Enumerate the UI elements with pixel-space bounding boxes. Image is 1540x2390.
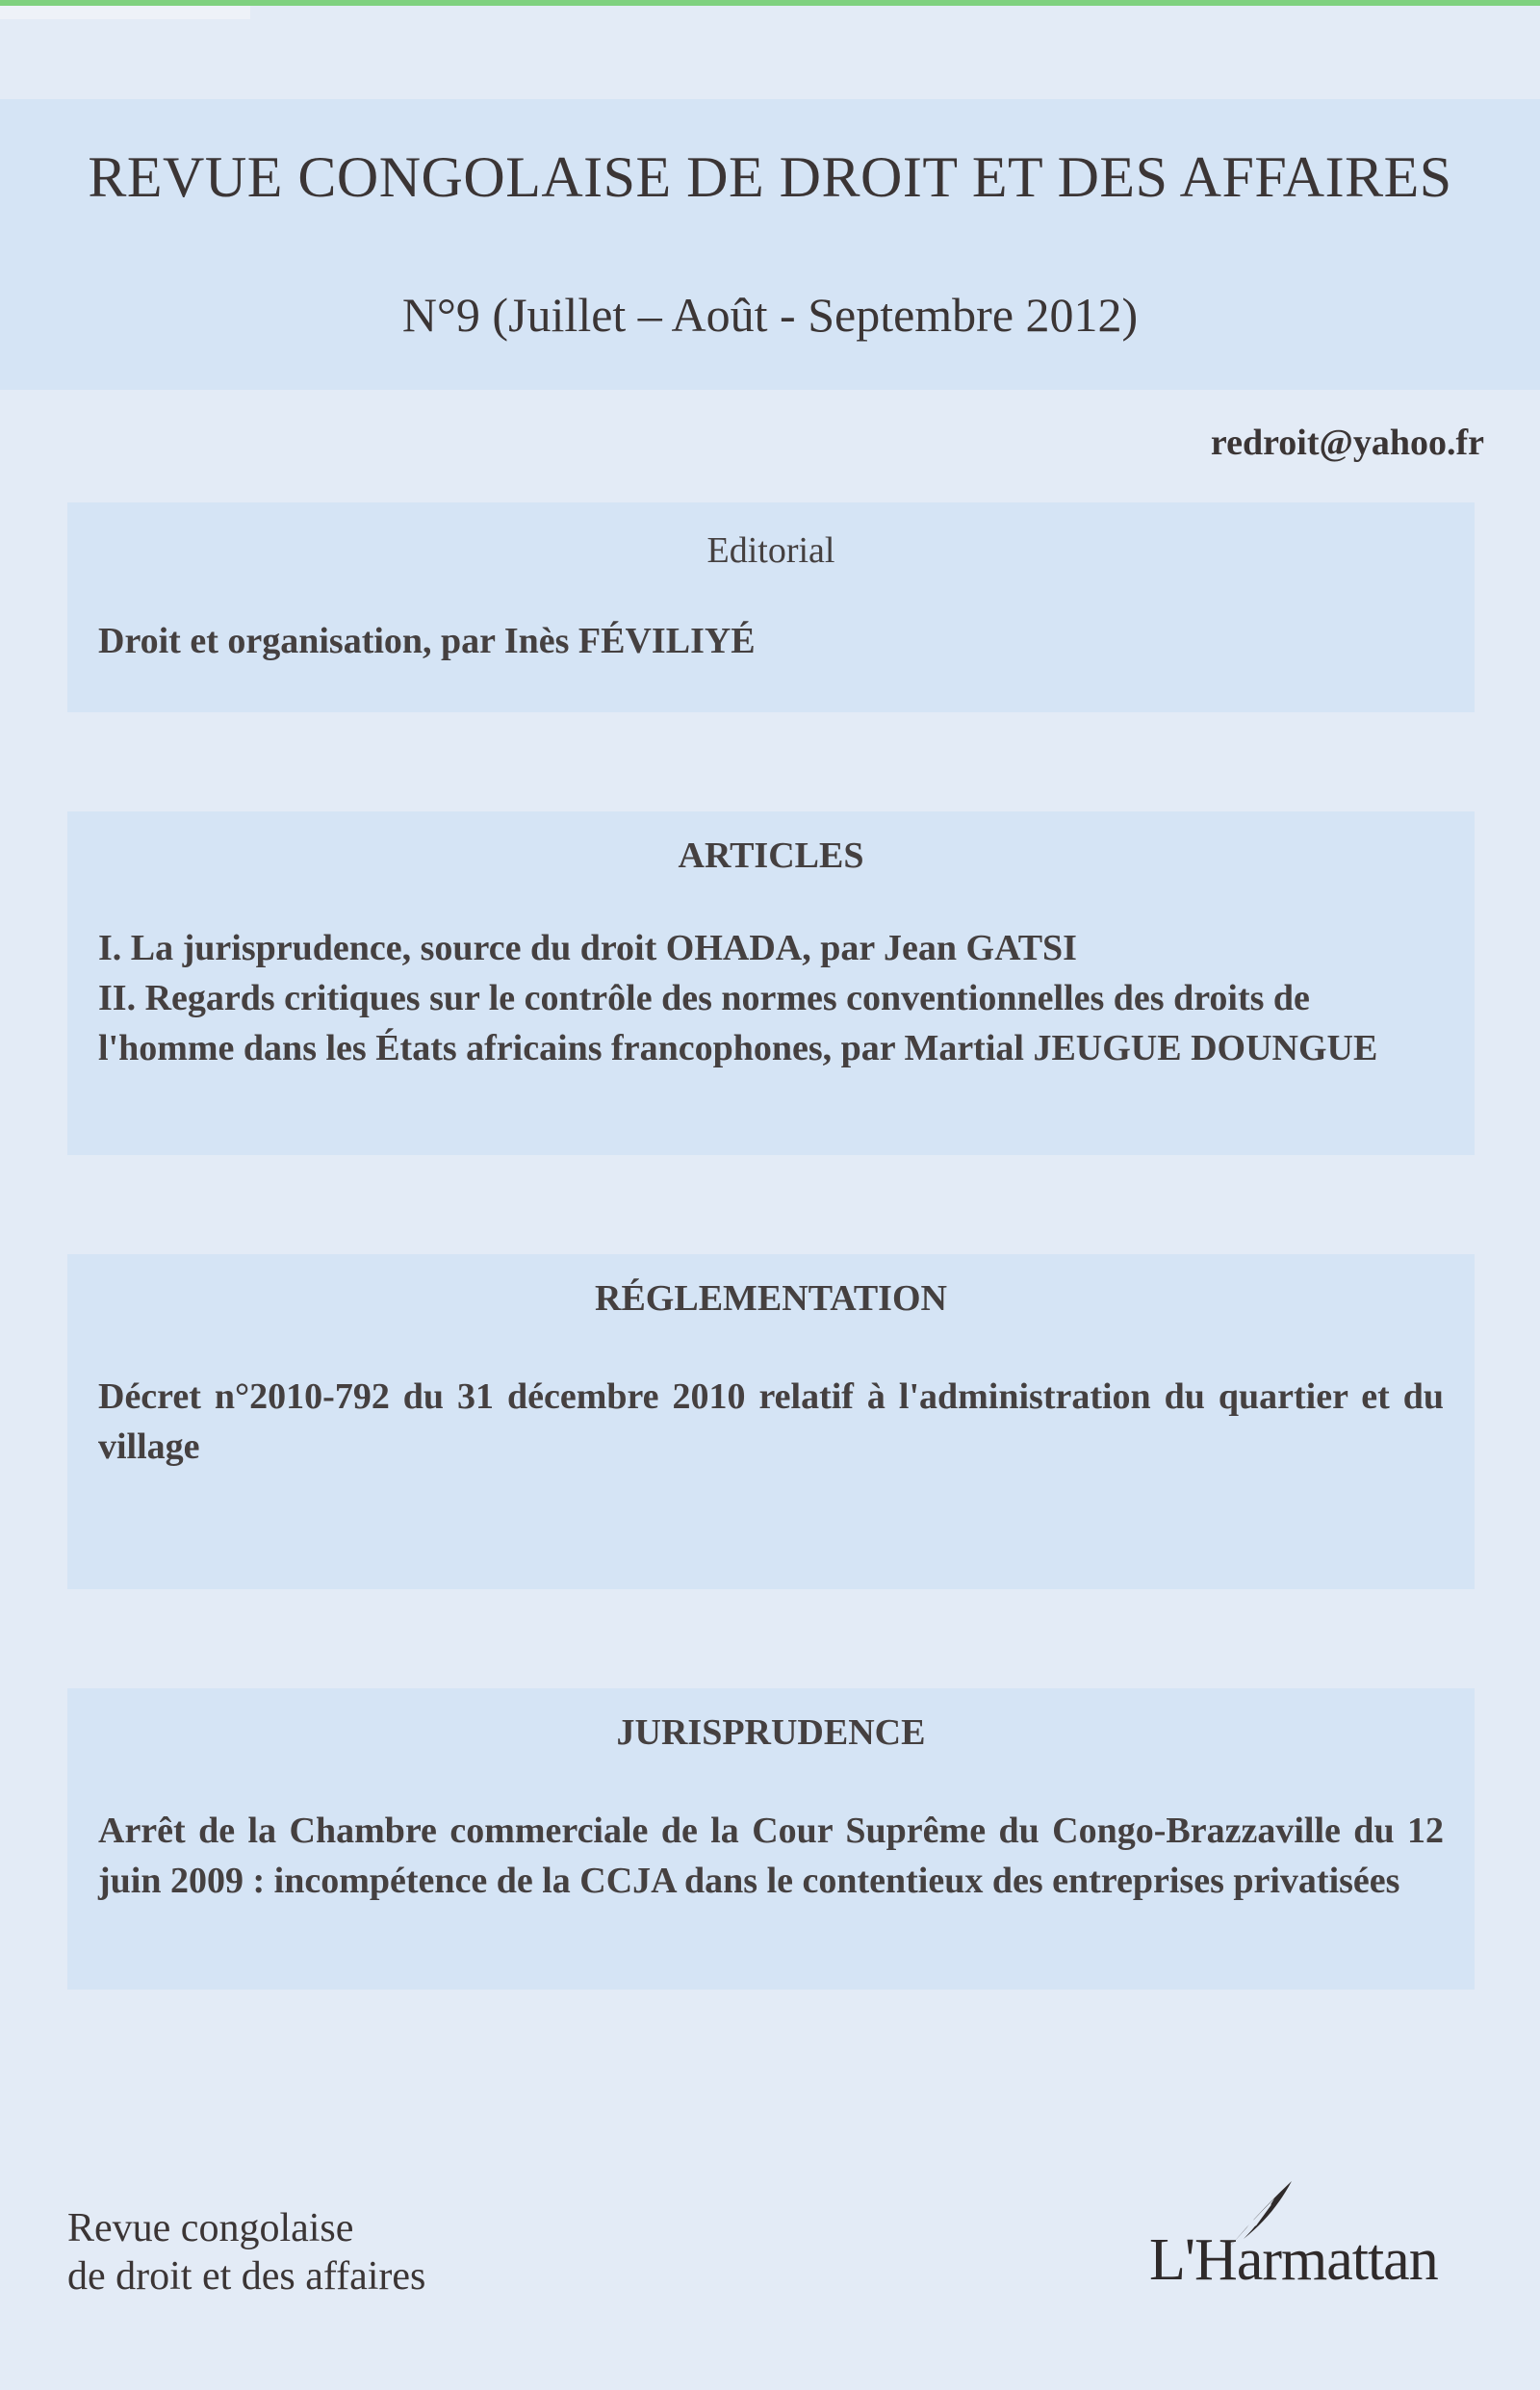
issue-number: N°9 (Juillet – Août - Septembre 2012) bbox=[401, 288, 1139, 342]
section-articles bbox=[67, 811, 1475, 1155]
journal-title: REVUE CONGOLAISE DE DROIT ET DES AFFAIRES bbox=[88, 145, 1452, 209]
toc-entries bbox=[98, 923, 1444, 1073]
toc-entry: Droit et organisation, par Inès FÉVILIYÉ bbox=[98, 621, 756, 661]
masthead bbox=[0, 99, 1540, 390]
section-reglementation bbox=[67, 1254, 1475, 1589]
section-editorial bbox=[67, 502, 1475, 712]
publisher-name: L'Harmattan bbox=[1149, 2227, 1438, 2293]
series-line: Revue congolaise bbox=[67, 2206, 354, 2250]
toc-entry: I. La jurisprudence, source du droit OHADA, par Jean GATSI bbox=[98, 928, 1077, 968]
contact-email: redroit@yahoo.fr bbox=[1210, 423, 1484, 463]
toc-entry: Arrêt de la Chambre commerciale de la Cour Suprême du Congo-Brazzaville du 12 juin 2009 : incompétence de la CCJA dans le contentieux des entreprises privatisées bbox=[98, 1811, 1444, 1901]
series-name bbox=[67, 2204, 425, 2300]
toc-entry: II. Regards critiques sur le contrôle des normes conventionnelles des droits de l'homme dans les États africains francophones, par Martial JEUGUE DOUNGUE bbox=[98, 978, 1378, 1068]
series-line: de droit et des affaires bbox=[67, 2254, 426, 2299]
top-border-shade bbox=[0, 6, 250, 19]
section-jurisprudence bbox=[67, 1688, 1475, 1990]
section-heading: JURISPRUDENCE bbox=[616, 1712, 926, 1753]
section-heading: RÉGLEMENTATION bbox=[595, 1278, 947, 1319]
section-heading: Editorial bbox=[706, 530, 835, 571]
toc-entry: Décret n°2010-792 du 31 décembre 2010 relatif à l'administration du quartier et du village bbox=[98, 1376, 1444, 1467]
publisher-logo bbox=[1149, 2177, 1486, 2302]
section-heading: ARTICLES bbox=[678, 835, 864, 876]
